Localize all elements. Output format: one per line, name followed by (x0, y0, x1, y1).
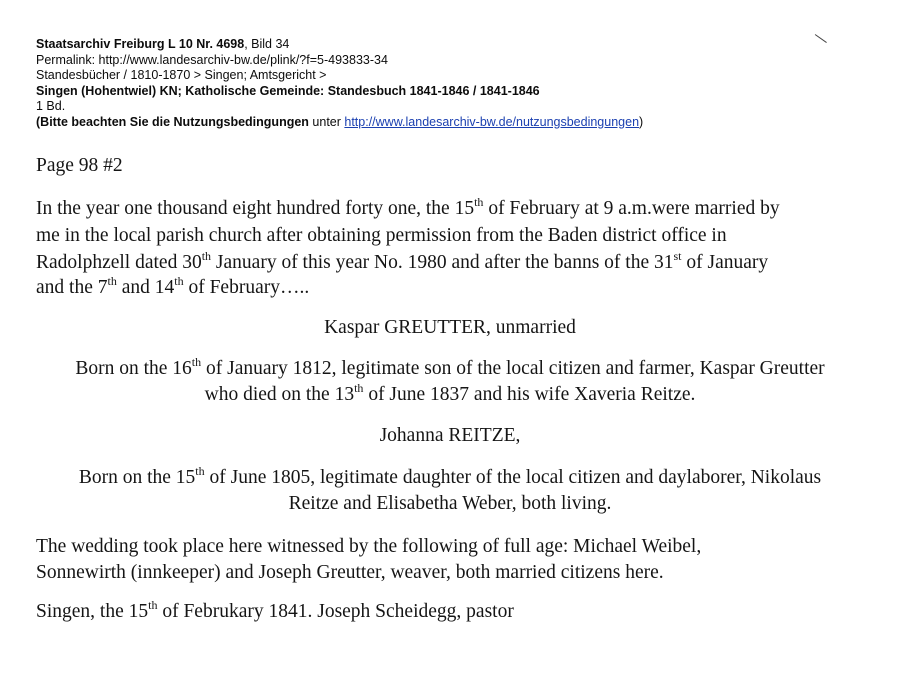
archive-volume: 1 Bd. (36, 99, 66, 113)
witnesses-line-2: Sonnewirth (innkeeper) and Joseph Greutter, weaver, both married citizens here. (36, 562, 664, 583)
intro-line-4: and the 7th and 14th of February….. (36, 273, 310, 298)
intro-line-1: In the year one thousand eight hundred forty one, the 15th of February at 9 a.m.were married by (36, 194, 780, 219)
intro-line-3: Radolphzell dated 30th January of this year No. 1980 and after the banns of the 31st of January (36, 248, 769, 273)
groom-line-2: who died on the 13th of June 1837 and his wife Xaveria Reitze. (204, 380, 696, 405)
terms-link[interactable]: http://www.landesarchiv-bw.de/nutzungsbedingungen (344, 114, 640, 129)
intro-line-2: me in the local parish church after obtaining permission from the Baden district office in (36, 225, 727, 246)
archive-permalink[interactable]: Permalink: http://www.landesarchiv-bw.de/plink/?f=5-493833-34 (36, 52, 388, 67)
witnesses-line-1: The wedding took place here witnessed by the following of full age: Michael Weibel, (36, 536, 702, 557)
closing-line: Singen, the 15th of Februkary 1841. Joseph Scheidegg, pastor (36, 597, 514, 622)
archive-source: Staatsarchiv Freiburg L 10 Nr. 4698, Bild 34 (36, 37, 290, 51)
archive-header (36, 37, 643, 130)
archive-title: Singen (Hohentwiel) KN; Katholische Gemeinde: Standesbuch 1841-1846 / 1841-1846 (36, 83, 540, 98)
scan-mark (815, 34, 827, 43)
groom-line-1: Born on the 16th of January 1812, legitimate son of the local citizen and farmer, Kaspar Greutter (75, 354, 825, 379)
archive-notice: (Bitte beachten Sie die Nutzungsbedingungen unter http://www.landesarchiv-bw.de/nutzungsbedingungen) (36, 114, 644, 129)
groom-name: Kaspar GREUTTER, unmarried (324, 317, 576, 338)
bride-name: Johanna REITZE, (379, 425, 521, 446)
archive-path: Standesbücher / 1810-1870 > Singen; Amtsgericht > (36, 68, 327, 82)
bride-line-1: Born on the 15th of June 1805, legitimate daughter of the local citizen and daylaborer, Nikolaus (78, 463, 822, 488)
bride-line-2: Reitze and Elisabetha Weber, both living. (288, 493, 612, 514)
page-reference: Page 98 #2 (36, 155, 123, 176)
